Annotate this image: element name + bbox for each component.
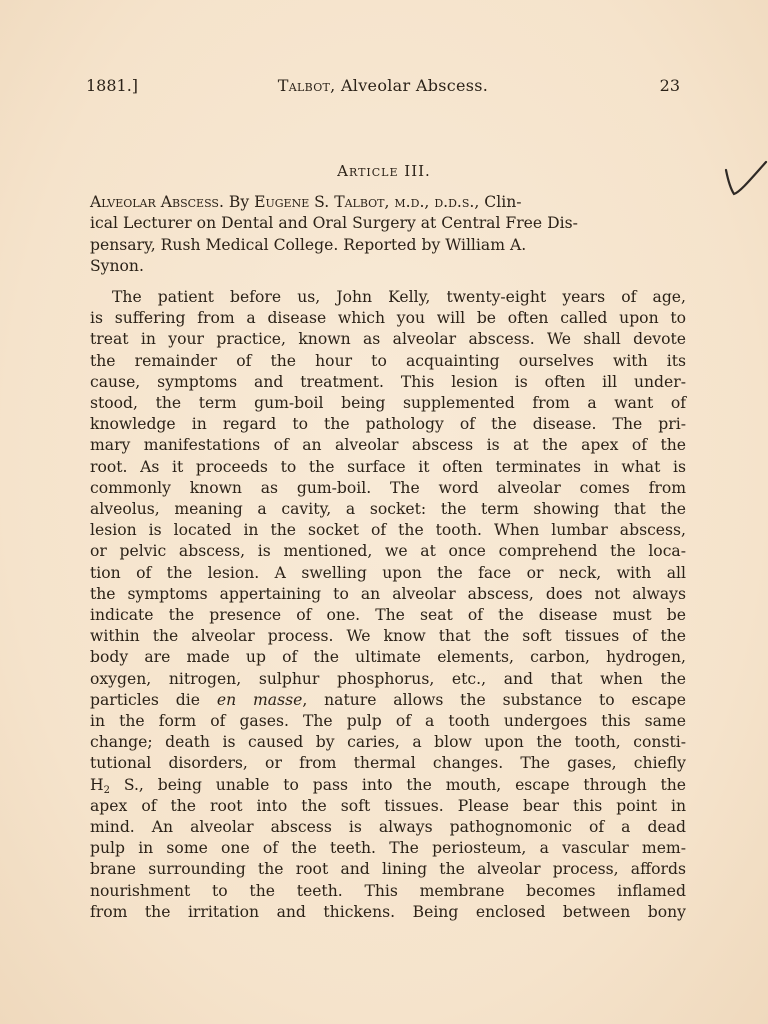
italic-phrase: en masse [216,690,303,709]
body-line: cause, symptoms and treatment. This lesion is often ill under- [90,372,686,391]
byline-line: ical Lecturer on Dental and Oral Surgery at Central Free Dis- [90,214,578,233]
body-line: particles die en masse, nature allows the substance to escape [90,690,686,709]
body-line: body are made up of the ultimate elements, carbon, hydrogen, [90,648,686,667]
running-head-year: 1881.] [86,76,139,95]
page-number: 23 [659,76,680,95]
body-line: from the irritation and thickens. Being enclosed between bony [90,902,686,921]
byline-line: Alveolar Abscess. By Eugene S. Talbot, m.d., d.d.s., Clin- [90,193,522,211]
body-line: treat in your practice, known as alveolar abscess. We shall devote [90,330,686,349]
body-line: alveolus, meaning a cavity, a socket: the term showing that the [90,500,686,519]
body-line: root. As it proceeds to the surface it often terminates in what is [90,457,686,476]
body-line: oxygen, nitrogen, sulphur phosphorus, etc., and that when the [90,669,686,688]
body-line: lesion is located in the socket of the tooth. When lumbar abscess, [90,521,686,540]
body-line: or pelvic abscess, is mentioned, we at once comprehend the loca- [90,542,686,561]
byline-line: pensary, Rush Medical College. Reported by William A. [90,235,527,254]
body-line: brane surrounding the root and lining the alveolar process, affords [90,860,686,879]
handwritten-checkmark-icon [722,158,768,202]
body-line: nourishment to the teeth. This membrane becomes inflamed [90,881,686,900]
author-name: Eugene S. Talbot, m.d., d.d.s. [254,193,475,211]
body-line: within the alveolar process. We know that the soft tissues of the [90,627,686,646]
body-line: tutional disorders, or from thermal changes. The gases, chiefly [90,754,686,773]
body-line: pulp in some one of the teeth. The periosteum, a vascular mem- [90,839,686,858]
article-body [90,287,686,923]
body-line: change; death is caused by caries, a blow upon the tooth, consti- [90,733,686,752]
body-line: indicate the presence of one. The seat of the disease must be [90,606,686,625]
byline-line: Synon. [90,257,144,276]
body-line: mary manifestations of an alveolar abscess is at the apex of the [90,436,686,455]
body-line: in the form of gases. The pulp of a tooth undergoes this same [90,712,686,731]
body-line: the remainder of the hour to acquainting ourselves with its [90,351,686,370]
article-byline [90,192,686,278]
running-head [86,76,680,100]
running-head-title-rest: , Alveolar Abscess. [330,76,489,95]
article-heading: Article III. [337,162,431,180]
body-line: mind. An alveolar abscess is always pathognomonic of a dead [90,818,686,837]
running-head-author: Talbot [277,76,331,95]
body-line: tion of the lesion. A swelling upon the face or neck, with all [90,563,686,582]
body-line: The patient before us, John Kelly, twenty-eight years of age, [112,288,686,306]
body-line: apex of the root into the soft tissues. Please bear this point in [90,796,686,815]
article-title: Alveolar Abscess. [90,193,224,211]
subscript: 2 [103,784,110,796]
body-line: commonly known as gum-boil. The word alveolar comes from [90,478,686,497]
body-line: the symptoms appertaining to an alveolar abscess, does not always [90,584,686,603]
body-line: knowledge in regard to the pathology of the disease. The pri- [90,415,686,434]
body-line: $H_2$ S., being unable to pass into the mouth, escape through the [90,775,686,796]
running-head-title [86,76,680,95]
body-line: is suffering from a disease which you will be often called upon to [90,309,686,328]
body-line: stood, the term gum-boil being supplemented from a want of [90,394,686,413]
